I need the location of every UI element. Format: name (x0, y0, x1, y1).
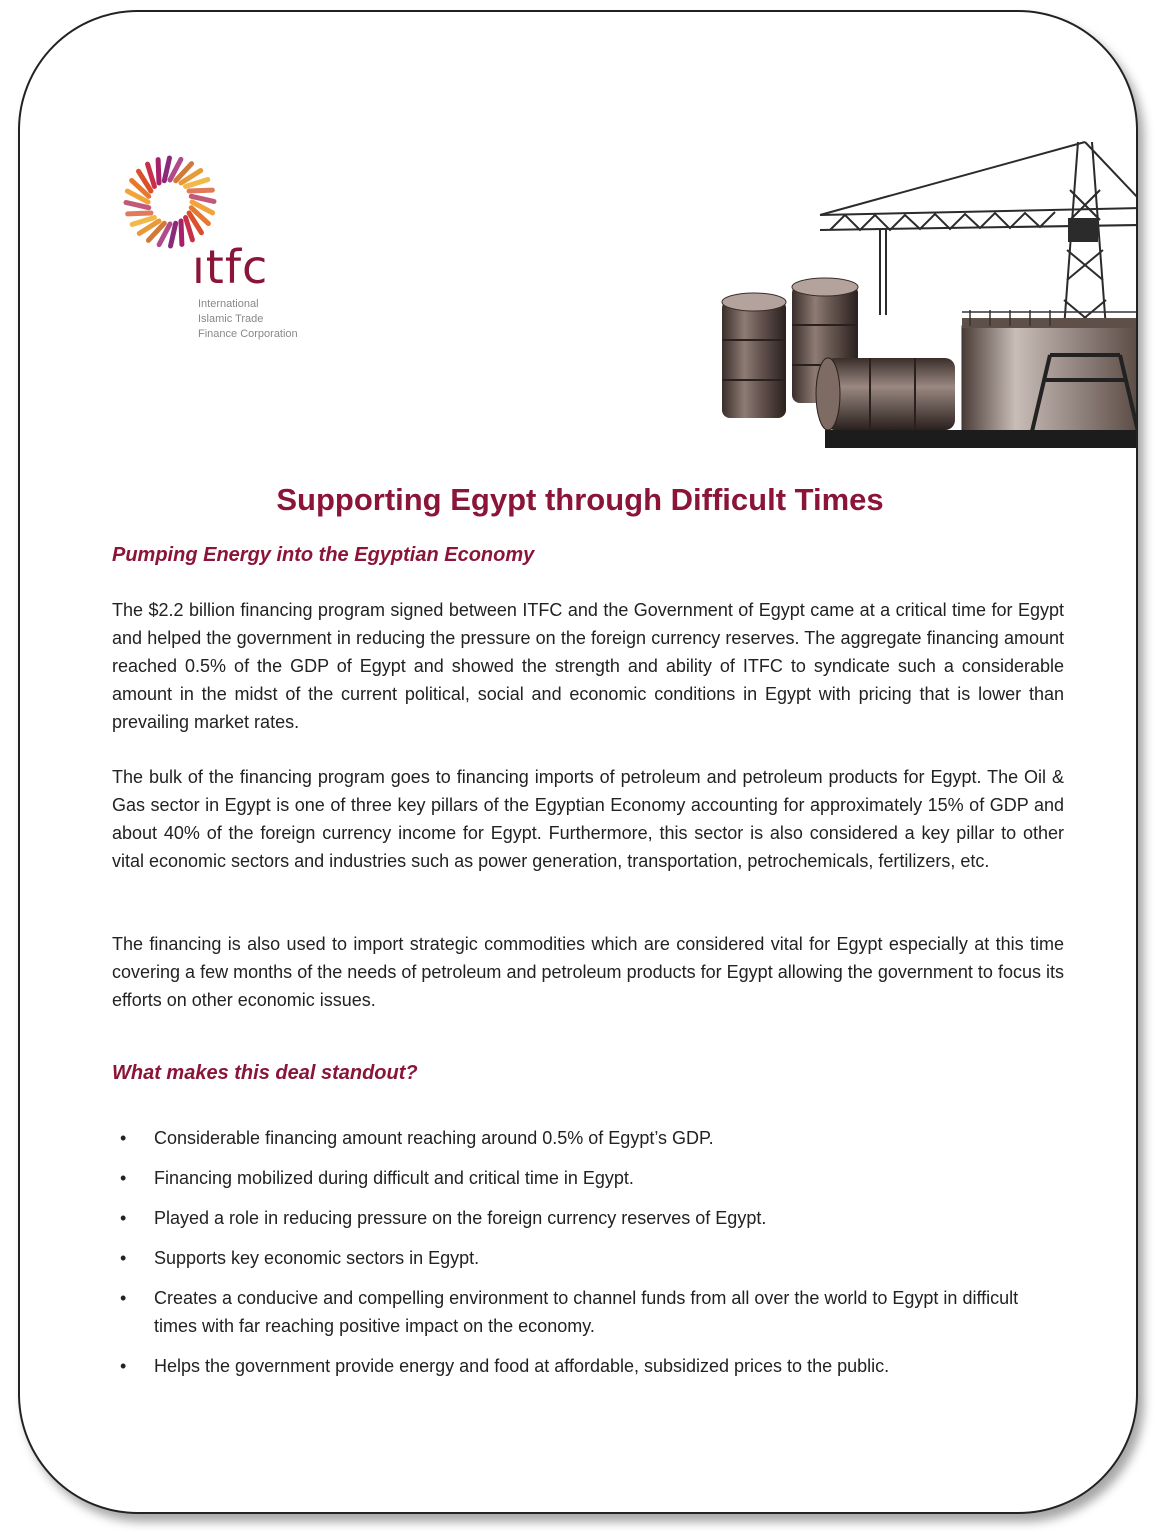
logo-ray (128, 213, 151, 214)
logo-ray (158, 160, 159, 183)
list-item (112, 1124, 1042, 1152)
list-item (112, 1244, 1042, 1272)
list-item-text: Considerable financing amount reaching around 0.5% of Egypt’s GDP. (154, 1128, 714, 1148)
list-item (112, 1284, 1042, 1340)
section-heading-energy: Pumping Energy into the Egyptian Economy (112, 544, 535, 566)
logo-sub-line: International (198, 298, 259, 310)
itfc-logo (120, 152, 320, 362)
list-item (112, 1164, 1042, 1192)
logo-sub-line: Finance Corporation (198, 328, 298, 340)
bullet-icon: • (120, 1356, 127, 1376)
list-item (112, 1352, 1042, 1380)
bullet-icon: • (120, 1128, 127, 1148)
logo-ray (189, 190, 212, 191)
list-item-text: Financing mobilized during difficult and critical time in Egypt. (154, 1168, 634, 1188)
logo-wordmark: ıtfc (192, 240, 269, 294)
bullet-icon: • (120, 1248, 127, 1268)
page-frame (18, 10, 1138, 1514)
paragraph: The $2.2 billion financing program signed between ITFC and the Government of Egypt came at a critical time for Egypt and helped the government in reducing the pressure on the foreign currency reserves. The aggregate financing amount reached 0.5% of the GDP of Egypt and showed the strength and ability of ITFC to syndicate such a considerable amount in the midst of the current political, social and economic conditions in Egypt with pricing that is lower than prevailing market rates. (112, 600, 1064, 732)
list-item-text: Played a role in reducing pressure on the foreign currency reserves of Egypt. (154, 1208, 767, 1228)
list-item-text: Creates a conducive and compelling environment to channel funds from all over the world to Egypt in difficult times with far reaching positive impact on the economy. (154, 1288, 1019, 1336)
logo-subtitle (198, 297, 338, 342)
list-item-text: Supports key economic sectors in Egypt. (154, 1248, 480, 1268)
standout-list (112, 1124, 1042, 1392)
section-heading-standout: What makes this deal standout? (112, 1062, 418, 1084)
bullet-icon: • (120, 1168, 127, 1188)
oil-barrels-crane-illustration (700, 130, 1138, 448)
logo-ray (181, 221, 182, 244)
bullet-icon: • (120, 1288, 127, 1308)
page-title: Supporting Egypt through Difficult Times (276, 482, 884, 517)
paragraph: The bulk of the financing program goes to financing imports of petroleum and petroleum products for Egypt. The Oil & Gas sector in Egypt is one of three key pillars of the Egyptian Economy accounting for approximately 15% of GDP and about 40% of the foreign currency income for Egypt. Furthermore, this sector is also considered a key pillar to other vital economic sectors and industries such as power generation, transportation, petrochemicals, fertilizers, etc. (112, 767, 1064, 871)
logo-sub-line: Islamic Trade (198, 313, 264, 325)
list-item-text: Helps the government provide energy and food at affordable, subsidized prices to the public. (154, 1356, 890, 1376)
paragraph: The financing is also used to import strategic commodities which are considered vital for Egypt especially at this time covering a few months of the needs of petroleum and petroleum products for Egypt allowing the government to focus its efforts on other economic issues. (112, 934, 1064, 1010)
list-item (112, 1204, 1042, 1232)
bullet-icon: • (120, 1208, 127, 1228)
starburst-logo-icon (120, 152, 220, 252)
